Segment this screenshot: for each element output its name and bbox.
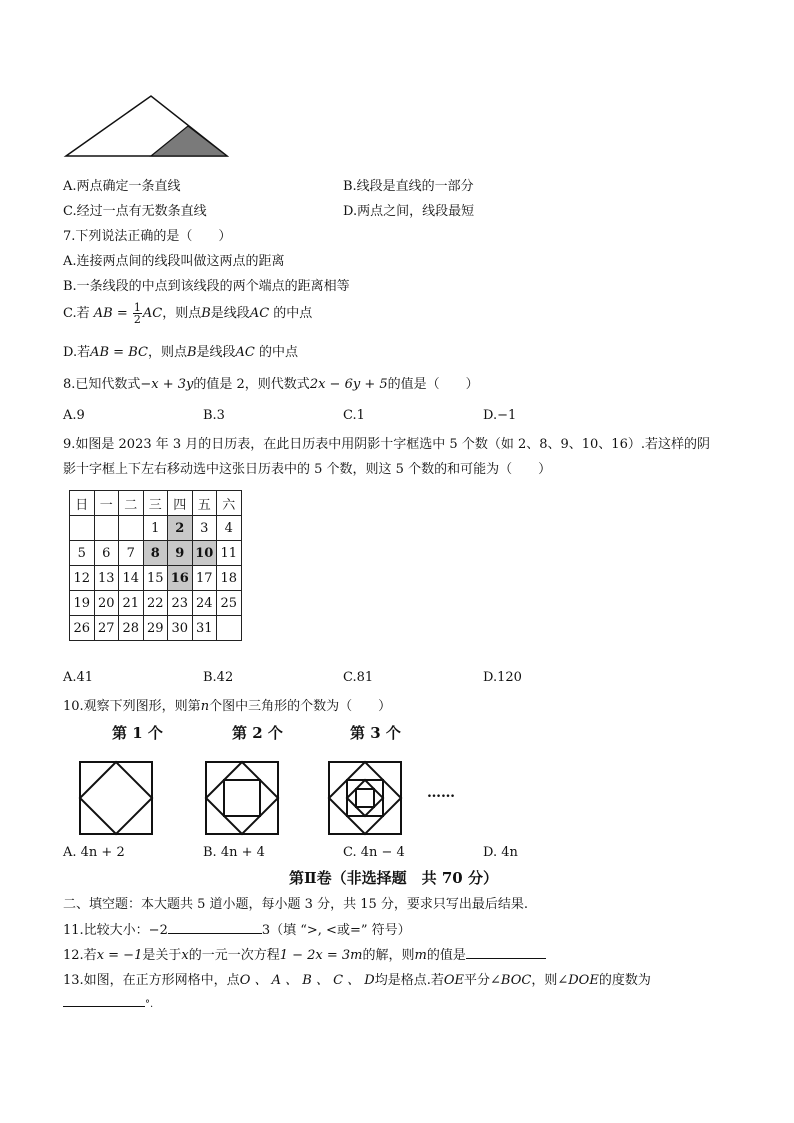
calendar-day-cell: 14 <box>119 566 144 591</box>
q7-option-b: B.一条线段的中点到该线段的两个端点的距离相等 <box>63 279 350 294</box>
calendar-week-row <box>70 616 242 641</box>
q9-stem-line1: 9.如图是 2023 年 3 月的日历表，在此日历表中用阴影十字框选中 5 个数（如 2、8、9、10、16）.若这样的阴 <box>63 437 710 452</box>
calendar-day-cell <box>70 516 95 541</box>
calendar-day-cell: 21 <box>119 591 144 616</box>
q6-option-a: A.两点确定一条直线 <box>63 179 181 194</box>
q9-stem-line2: 影十字框上下左右移动选中这张日历表中的 5 个数，则这 5 个数的和可能为（ ） <box>63 462 552 477</box>
calendar-day-cell: 6 <box>94 541 119 566</box>
calendar-day-cell: 28 <box>119 616 144 641</box>
calendar-week-row <box>70 541 242 566</box>
calendar-day-cell: 8 <box>143 541 168 566</box>
calendar-weekday: 五 <box>192 491 217 516</box>
calendar-day-cell: 19 <box>70 591 95 616</box>
q10-option-a: A. 4n + 2 <box>63 845 125 860</box>
calendar-day-cell: 7 <box>119 541 144 566</box>
figure-3 <box>327 760 403 836</box>
calendar-day-cell <box>119 516 144 541</box>
calendar-day-cell <box>217 616 242 641</box>
section-2-intro: 二、填空题：本大题共 5 道小题，每小题 3 分，共 15 分，要求只写出最后结果. <box>63 897 529 912</box>
calendar-day-cell: 22 <box>143 591 168 616</box>
q7-option-c: C.若 AB = $\frac{1}{2}$ AC，则点B是线段AC 的中点 <box>63 301 313 326</box>
q12-answer-blank[interactable] <box>466 946 546 959</box>
q12: 12.若x = −1是关于x的一元一次方程1 − 2x = 3m的解，则m的值是 <box>63 944 546 963</box>
q10-option-c: C. 4n − 4 <box>343 845 405 860</box>
calendar-weekday: 一 <box>94 491 119 516</box>
q7-option-d: D.若AB = BC，则点B是线段AC 的中点 <box>63 345 299 360</box>
calendar-day-cell: 9 <box>168 541 193 566</box>
q6-option-c: C.经过一点有无数条直线 <box>63 204 207 219</box>
q8-option-a: A.9 <box>63 408 85 423</box>
q6-option-d: D.两点之间，线段最短 <box>343 204 475 219</box>
q11-answer-blank[interactable] <box>168 921 262 934</box>
q9-option-b: B.42 <box>203 670 234 685</box>
calendar-weekday: 日 <box>70 491 95 516</box>
q7-option-a: A.连接两点间的线段叫做这两点的距离 <box>63 254 285 269</box>
q9-option-a: A.41 <box>63 670 94 685</box>
calendar-week-row <box>70 566 242 591</box>
figure-2 <box>204 760 280 836</box>
calendar-day-cell: 2 <box>168 516 193 541</box>
q10-option-d: D. 4n <box>483 845 518 860</box>
calendar-day-cell: 13 <box>94 566 119 591</box>
calendar-weekday: 二 <box>119 491 144 516</box>
calendar-week-row <box>70 591 242 616</box>
q13-answer-blank[interactable] <box>63 994 145 1007</box>
calendar-table <box>69 490 242 641</box>
figure-1-title: 第 1 个 <box>112 724 163 742</box>
q11: 11.比较大小：−2 3（填 “>, <或=” 符号） <box>63 923 411 938</box>
figure-3-title: 第 3 个 <box>350 724 401 742</box>
calendar-day-cell: 26 <box>70 616 95 641</box>
calendar-day-cell: 1 <box>143 516 168 541</box>
fraction-one-half: $\frac{1}{2}$ <box>133 301 141 326</box>
calendar-day-cell: 31 <box>192 616 217 641</box>
calendar-day-cell: 23 <box>168 591 193 616</box>
calendar-day-cell: 12 <box>70 566 95 591</box>
calendar-day-cell: 20 <box>94 591 119 616</box>
calendar-day-cell: 17 <box>192 566 217 591</box>
calendar-day-cell: 30 <box>168 616 193 641</box>
q6-option-b: B.线段是直线的一部分 <box>343 179 474 194</box>
calendar-day-cell: 25 <box>217 591 242 616</box>
calendar-week-row <box>70 516 242 541</box>
section-2-title: 第Ⅱ卷（非选择题 共 70 分） <box>289 869 498 887</box>
calendar-day-cell: 5 <box>70 541 95 566</box>
calendar-day-cell: 11 <box>217 541 242 566</box>
q13-line2: °. <box>63 994 153 1011</box>
q6-shaded-region <box>151 126 227 156</box>
q8-option-d: D.−1 <box>483 408 517 423</box>
q10-option-b: B. 4n + 4 <box>203 845 265 860</box>
calendar-day-cell: 24 <box>192 591 217 616</box>
calendar-day-cell: 16 <box>168 566 193 591</box>
calendar-weekday: 六 <box>217 491 242 516</box>
calendar-day-cell: 18 <box>217 566 242 591</box>
q13-line1: 13.如图，在正方形网格中，点O 、 A 、 B 、 C 、 D均是格点.若OE平分∠BOC，则∠DOE的度数为 <box>63 973 651 988</box>
calendar-weekday: 四 <box>168 491 193 516</box>
q7-stem: 7.下列说法正确的是（ ） <box>63 229 232 244</box>
calendar-day-cell: 15 <box>143 566 168 591</box>
q9-option-c: C.81 <box>343 670 374 685</box>
calendar-header-row <box>70 491 242 516</box>
q8-option-c: C.1 <box>343 408 365 423</box>
calendar-day-cell: 3 <box>192 516 217 541</box>
figure-1 <box>78 760 154 836</box>
calendar-day-cell: 10 <box>192 541 217 566</box>
calendar-day-cell: 29 <box>143 616 168 641</box>
q8-stem: 8.已知代数式−x + 3y的值是 2，则代数式2x − 6y + 5的值是（ ） <box>63 377 479 392</box>
calendar-day-cell: 4 <box>217 516 242 541</box>
q9-option-d: D.120 <box>483 670 522 685</box>
q10-stem: 10.观察下列图形，则第n个图中三角形的个数为（ ） <box>63 699 392 714</box>
q6-triangle-figure <box>60 90 235 162</box>
figure-ellipsis: …… <box>427 785 455 801</box>
figure-2-title: 第 2 个 <box>232 724 283 742</box>
calendar-weekday: 三 <box>143 491 168 516</box>
calendar-day-cell <box>94 516 119 541</box>
calendar-day-cell: 27 <box>94 616 119 641</box>
q8-option-b: B.3 <box>203 408 225 423</box>
